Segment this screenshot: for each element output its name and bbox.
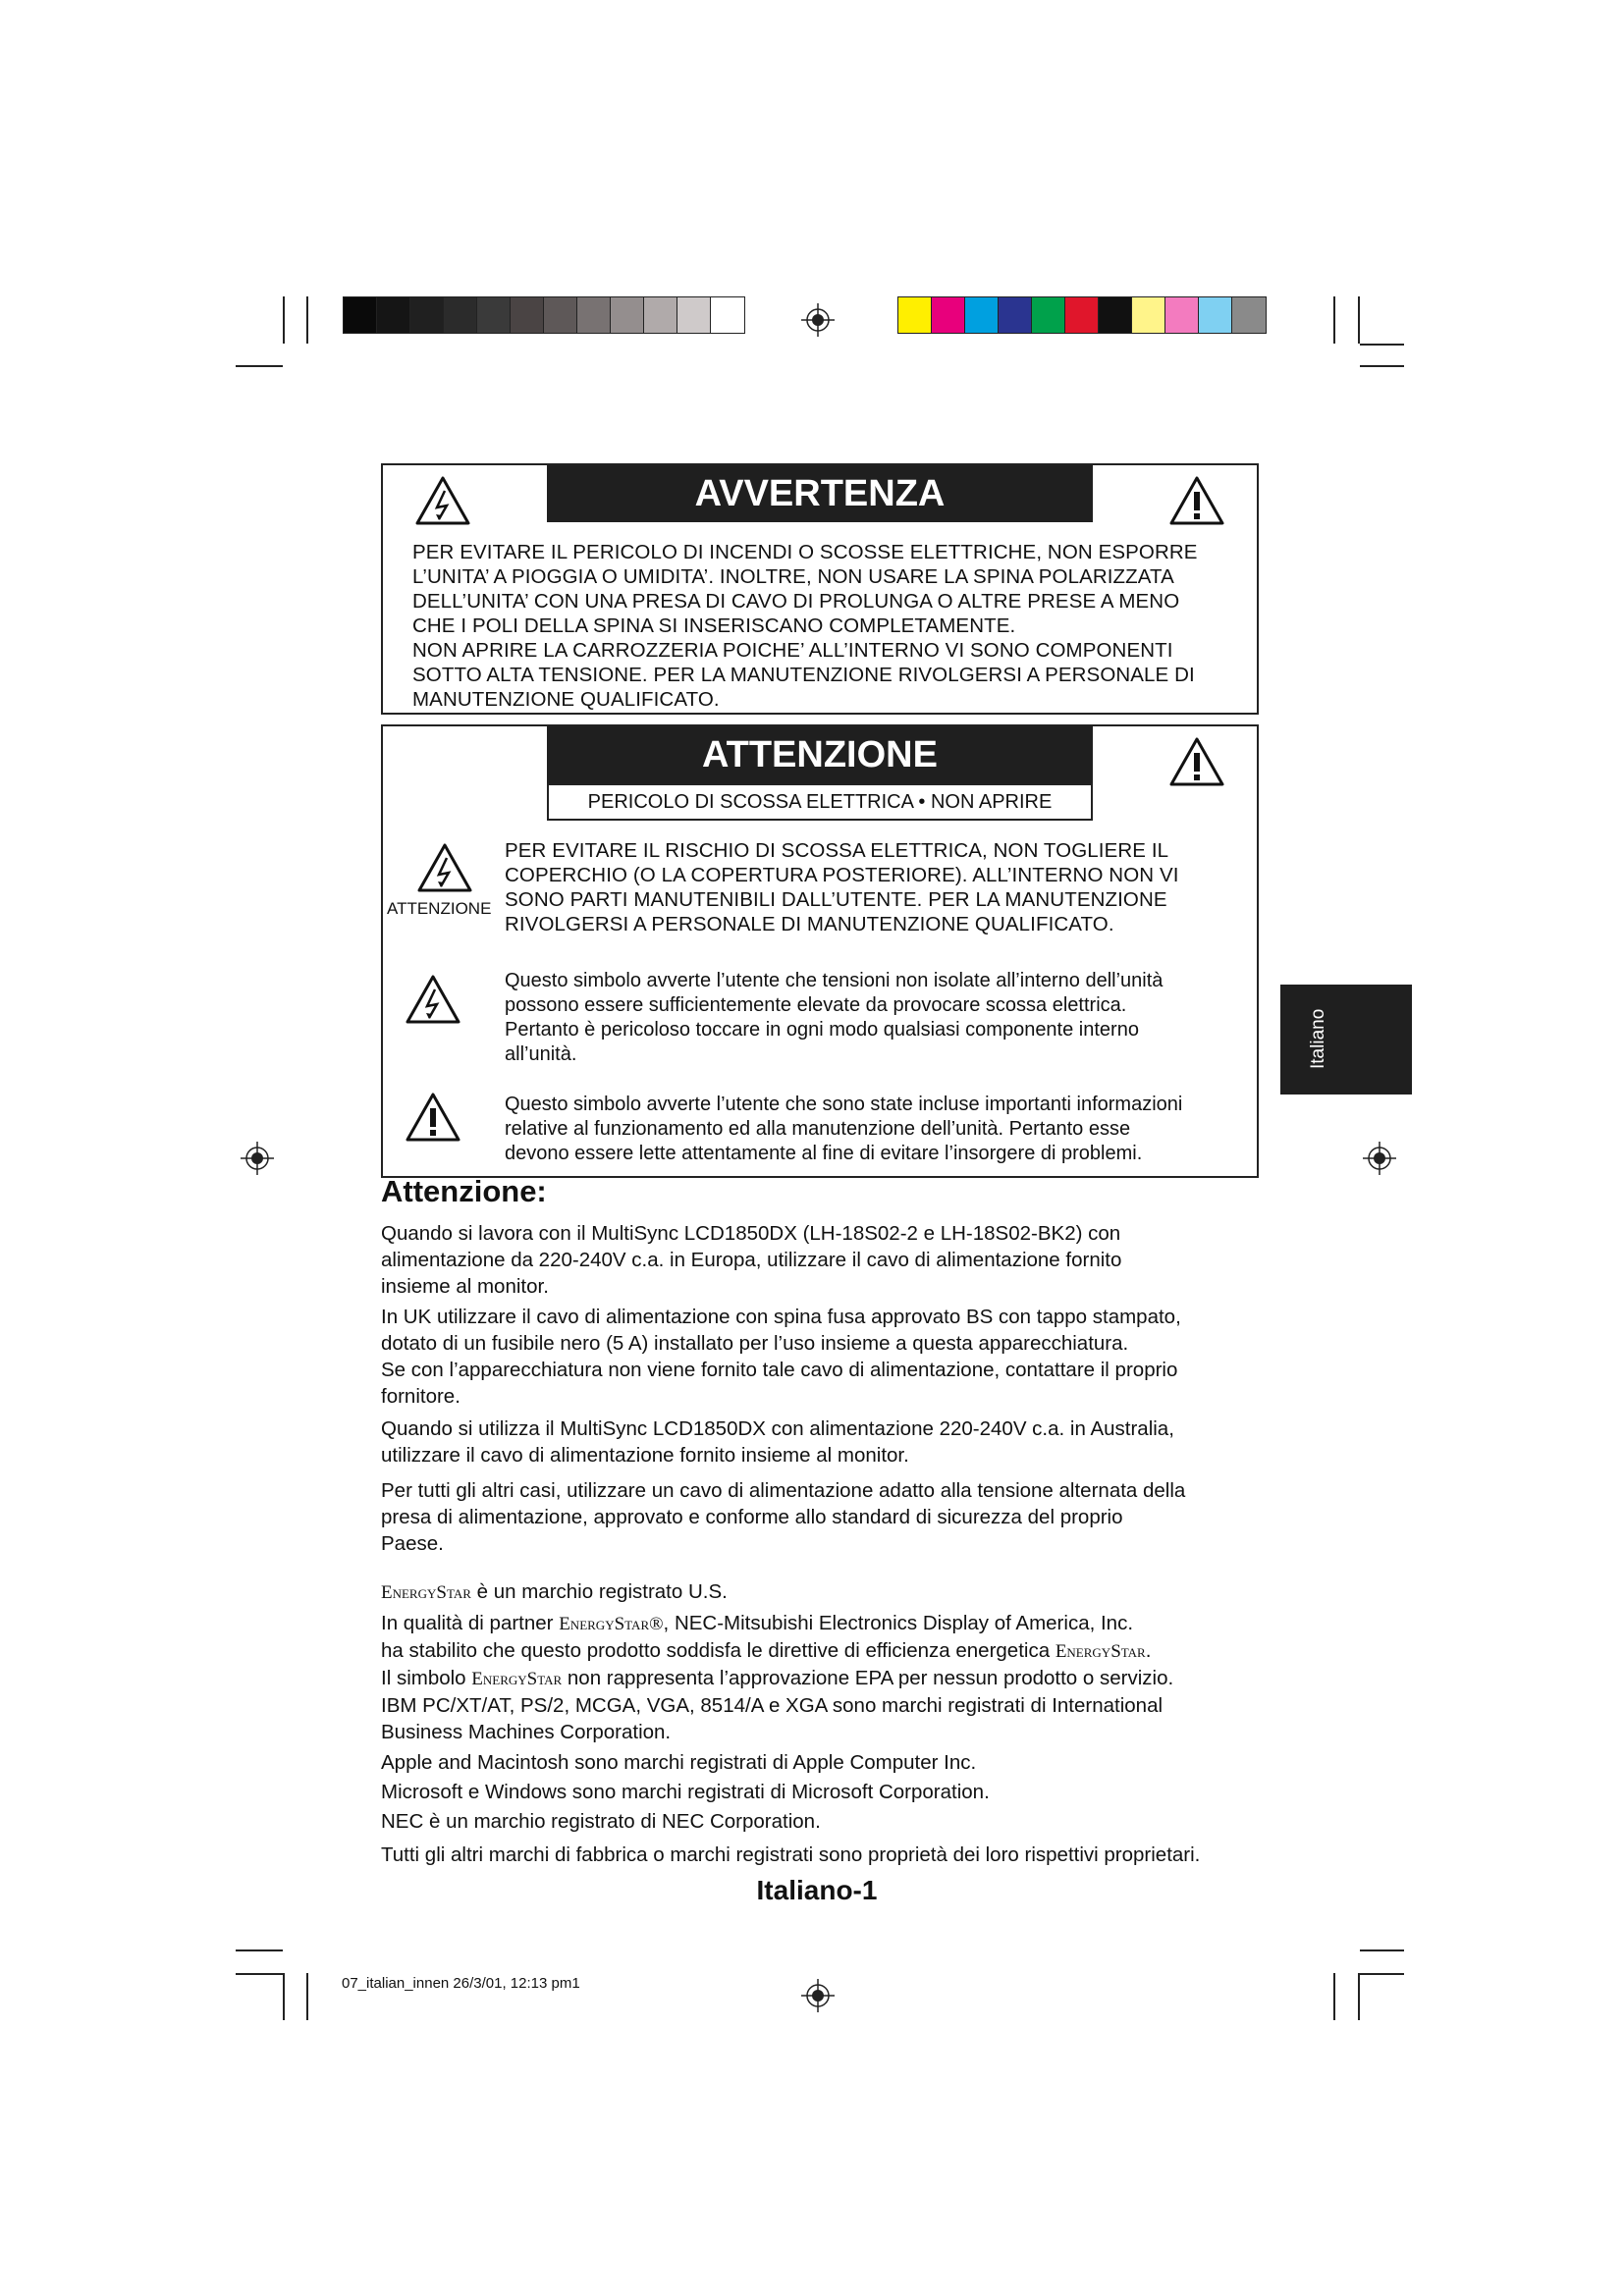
- text-line: SONO PARTI MANUTENIBILI DALL’UTENTE. PER LA MANUTENZIONE: [505, 888, 1167, 911]
- caution-box: [381, 724, 1259, 1178]
- color-swatch: [611, 297, 644, 333]
- text-line: Quando si lavora con il MultiSync LCD1850DX (LH-18S02-2 e LH-18S02-BK2) con: [381, 1222, 1121, 1245]
- registration-mark-icon: [801, 303, 835, 337]
- text-line: devono essere lette attentamente al fine di evitare l’insorgere di problemi.: [505, 1143, 1143, 1164]
- crop-mark: [306, 1973, 308, 2020]
- crop-mark: [1333, 1973, 1335, 2020]
- crop-mark: [1358, 1973, 1360, 2020]
- registration-mark-icon: [801, 1979, 835, 2012]
- crop-mark: [1333, 296, 1335, 344]
- caution-icon-label: ATTENZIONE: [387, 899, 492, 918]
- color-swatch: [410, 297, 444, 333]
- caution-subtitle: PERICOLO DI SCOSSA ELETTRICA • NON APRIRE: [547, 783, 1093, 821]
- text-line: Questo simbolo avverte l’utente che sono state incluse importanti informazioni: [505, 1094, 1183, 1115]
- color-swatch: [711, 297, 744, 333]
- energy-star-mark: EnergyStar: [1055, 1641, 1146, 1662]
- attenzione-heading: Attenzione:: [381, 1174, 547, 1208]
- color-swatch: [1132, 297, 1165, 333]
- others-notice: Tutti gli altri marchi di fabbrica o marchi registrati sono proprietà dei loro rispettivi proprietari.: [381, 1843, 1201, 1866]
- color-swatch: [1165, 297, 1199, 333]
- attenzione-paragraph: [381, 1220, 1121, 1300]
- text-line: SOTTO ALTA TENSIONE. PER LA MANUTENZIONE RIVOLGERSI A PERSONALE DI: [412, 664, 1195, 686]
- energy-star-mark: EnergyStar®: [559, 1614, 664, 1634]
- efficiency-notice: ha stabilito che questo prodotto soddisfa le direttive di efficienza energetica EnergyStar.: [381, 1639, 1152, 1662]
- ibm-notice: IBM PC/XT/AT, PS/2, MCGA, VGA, 8514/A e XGA sono marchi registrati di International: [381, 1694, 1164, 1717]
- color-swatch: [511, 297, 544, 333]
- nec-notice: NEC è un marchio registrato di NEC Corporation.: [381, 1810, 821, 1833]
- text-line: In UK utilizzare il cavo di alimentazione con spina fusa approvato BS con tappo stampato,: [381, 1306, 1181, 1328]
- color-swatch: [965, 297, 999, 333]
- print-slug: 07_italian_innen 26/3/01, 12:13 pm1: [342, 1975, 580, 1992]
- registration-mark-icon: [241, 1142, 274, 1175]
- language-tab: [1280, 985, 1412, 1095]
- color-swatch: [444, 297, 477, 333]
- color-swatch: [377, 297, 410, 333]
- partner-notice: In qualità di partner EnergyStar®, NEC-Mitsubishi Electronics Display of America, Inc.: [381, 1612, 1134, 1634]
- crop-mark: [1360, 1949, 1404, 1951]
- voltage-symbol-text: [505, 969, 1163, 1067]
- high-voltage-warning-icon: [416, 842, 473, 893]
- color-swatch: [1032, 297, 1065, 333]
- crop-mark: [1360, 1973, 1404, 1975]
- text-line: DELL’UNITA’ CON UNA PRESA DI CAVO DI PROLUNGA O ALTRE PRESE A MENO: [412, 590, 1180, 613]
- text-line: utilizzare il cavo di alimentazione fornito insieme al monitor.: [381, 1444, 909, 1467]
- energy-star-mark: EnergyStar: [471, 1669, 563, 1689]
- color-swatch: [477, 297, 511, 333]
- text-line: relative al funzionamento ed alla manutenzione dell’unità. Pertanto esse: [505, 1118, 1131, 1140]
- color-swatch: [999, 297, 1032, 333]
- info-symbol-text: [505, 1093, 1182, 1166]
- color-bar: [897, 296, 1267, 334]
- text-line: RIVOLGERSI A PERSONALE DI MANUTENZIONE QUALIFICATO.: [505, 913, 1114, 935]
- epa-notice: Il simbolo EnergyStar non rappresenta l’approvazione EPA per nessun prodotto o servizio.: [381, 1667, 1174, 1689]
- text-line: possono essere sufficientemente elevate da provocare scossa elettrica.: [505, 994, 1127, 1016]
- text-line: Se con l’apparecchiatura non viene fornito tale cavo di alimentazione, contattare il proprio: [381, 1359, 1178, 1381]
- color-swatch: [677, 297, 711, 333]
- text-line: PER EVITARE IL RISCHIO DI SCOSSA ELETTRICA, NON TOGLIERE IL: [505, 839, 1169, 862]
- ibm-notice: Business Machines Corporation.: [381, 1721, 672, 1743]
- high-voltage-warning-icon: [405, 974, 461, 1025]
- attenzione-paragraph: [381, 1304, 1181, 1410]
- text-line: PER EVITARE IL PERICOLO DI INCENDI O SCOSSE ELETTRICHE, NON ESPORRE: [412, 541, 1198, 563]
- apple-notice: Apple and Macintosh sono marchi registrati di Apple Computer Inc.: [381, 1751, 977, 1774]
- text-line: all’unità.: [505, 1043, 577, 1065]
- color-swatch: [1065, 297, 1099, 333]
- caution-title: ATTENZIONE: [547, 726, 1093, 783]
- color-swatch: [1232, 297, 1266, 333]
- text-line: presa di alimentazione, approvato e conforme allo standard di sicurezza del proprio: [381, 1506, 1123, 1528]
- crop-mark: [236, 1973, 283, 1975]
- color-swatch: [1099, 297, 1132, 333]
- text-line: MANUTENZIONE QUALIFICATO.: [412, 688, 720, 711]
- color-swatch: [577, 297, 611, 333]
- page-number: Italiano-1: [756, 1875, 878, 1905]
- text-line: NON APRIRE LA CARROZZERIA POICHE’ ALL’INTERNO VI SONO COMPONENTI: [412, 639, 1173, 662]
- text-line: insieme al monitor.: [381, 1275, 549, 1298]
- warning-text: [412, 540, 1198, 712]
- crop-mark: [1360, 344, 1404, 346]
- color-swatch: [644, 297, 677, 333]
- color-swatch: [1199, 297, 1232, 333]
- warning-box: [381, 463, 1259, 715]
- attenzione-paragraph: [381, 1415, 1174, 1468]
- energy-star-mark: EnergyStar: [381, 1582, 471, 1603]
- crop-mark: [283, 296, 285, 344]
- text-line: alimentazione da 220-240V c.a. in Europa, utilizzare il cavo di alimentazione fornito: [381, 1249, 1122, 1271]
- text-line: Quando si utilizza il MultiSync LCD1850DX con alimentazione 220-240V c.a. in Australia,: [381, 1417, 1174, 1440]
- color-swatch: [898, 297, 932, 333]
- exclamation-warning-icon: [405, 1092, 461, 1143]
- attenzione-paragraph: [381, 1477, 1185, 1557]
- color-swatch: [544, 297, 577, 333]
- crop-mark: [306, 296, 308, 344]
- text-line: fornitore.: [381, 1385, 460, 1408]
- language-tab-label: Italiano: [1308, 1008, 1328, 1069]
- color-swatch: [932, 297, 965, 333]
- exclamation-warning-icon: [1168, 475, 1225, 526]
- trademark-notices: [381, 1578, 1200, 1868]
- crop-mark: [1360, 365, 1404, 367]
- microsoft-notice: Microsoft e Windows sono marchi registrati di Microsoft Corporation.: [381, 1781, 990, 1803]
- registration-mark-icon: [1363, 1142, 1396, 1175]
- grayscale-bar: [343, 296, 745, 334]
- text-line: L’UNITA’ A PIOGGIA O UMIDITA’. INOLTRE, NON USARE LA SPINA POLARIZZATA: [412, 565, 1174, 588]
- exclamation-warning-icon: [1168, 736, 1225, 787]
- text-line: dotato di un fusibile nero (5 A) installato per l’uso insieme a questa apparecchiatura.: [381, 1332, 1129, 1355]
- crop-mark: [1358, 296, 1360, 344]
- high-voltage-warning-icon: [414, 475, 471, 526]
- crop-mark: [283, 1973, 285, 2020]
- text-line: CHE I POLI DELLA SPINA SI INSERISCANO COMPLETAMENTE.: [412, 614, 1016, 637]
- crop-mark: [236, 365, 283, 367]
- text-line: Paese.: [381, 1532, 444, 1555]
- text-line: Per tutti gli altri casi, utilizzare un cavo di alimentazione adatto alla tensione alternata della: [381, 1479, 1186, 1502]
- text-line: COPERCHIO (O LA COPERTURA POSTERIORE). ALL’INTERNO NON VI: [505, 864, 1179, 886]
- text-line: Pertanto è pericoloso toccare in ogni modo qualsiasi componente interno: [505, 1019, 1139, 1041]
- text-line: Questo simbolo avverte l’utente che tensioni non isolate all’interno dell’unità: [505, 970, 1164, 991]
- caution-caps-text: [505, 838, 1179, 936]
- color-swatch: [344, 297, 377, 333]
- warning-title: AVVERTENZA: [547, 465, 1093, 522]
- crop-mark: [236, 1949, 283, 1951]
- energy-star-notice: EnergyStar è un marchio registrato U.S.: [381, 1580, 728, 1603]
